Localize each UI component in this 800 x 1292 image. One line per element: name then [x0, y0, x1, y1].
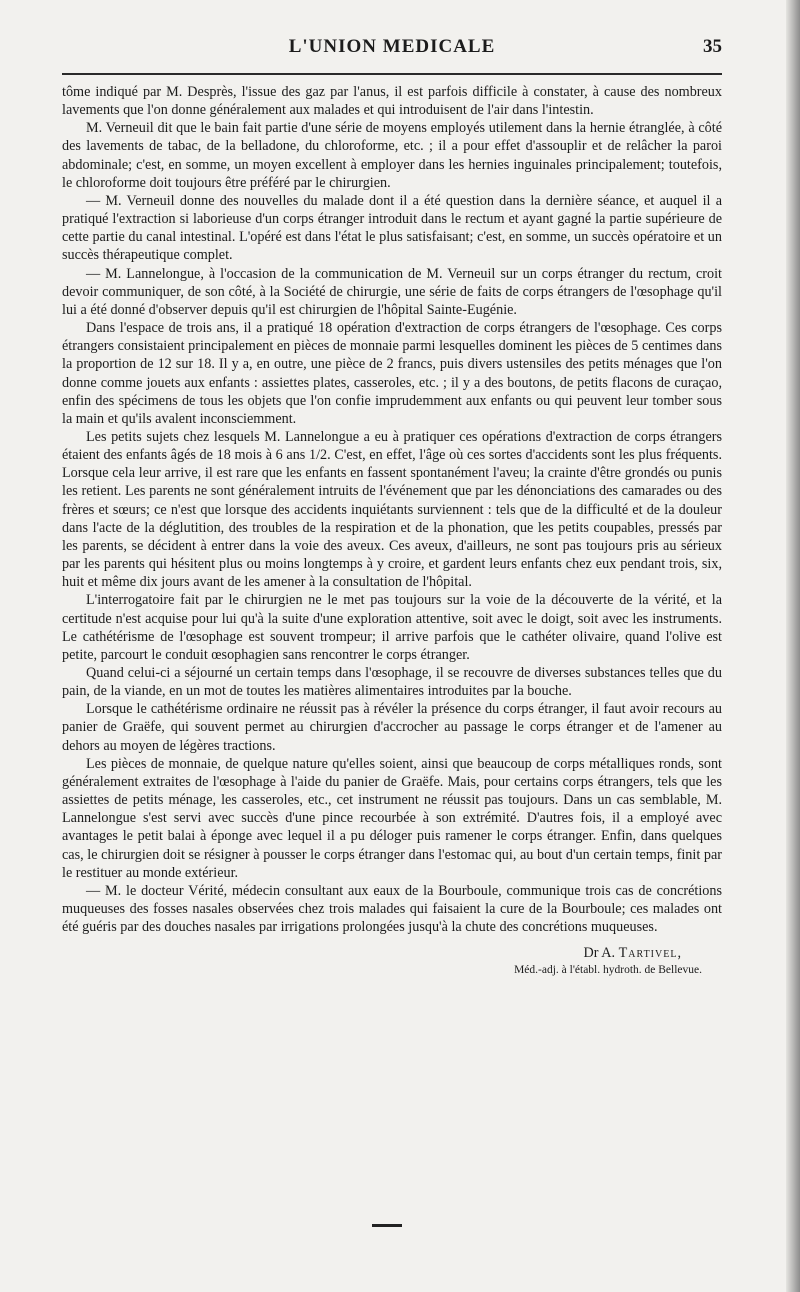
header-rule	[62, 73, 722, 75]
signature-block	[62, 944, 722, 978]
paragraph: M. Verneuil dit que le bain fait partie d'une série de moyens employés utilement dans la hernie étranglée, à côté des lavements de tabac, de la belladone, du chloroforme, etc. ; il a pour effet d'assouplir et de relâcher la paroi abdominale; c'est, en somme, un moyen excellent à employer dans les hernies inguinales principalement; toutefois, le chloroforme doit toujours être préféré par le chirurgien.	[62, 120, 722, 191]
paragraph: tôme indiqué par M. Desprès, l'issue des gaz par l'anus, il est parfois difficile à constater, à cause des nombreux lavements que l'on donne généralement aux malades et qui introduisent de l'air dans l'intestin.	[62, 84, 722, 119]
page-header	[62, 36, 722, 66]
signature-prefix: Dr A.	[583, 945, 616, 962]
paragraph: Dans l'espace de trois ans, il a pratiqué 18 opération d'extraction de corps étrangers de l'œsophage. Ces corps étrangers consistaient principalement en pièces de monnaie parmi lesquelles dominent les pièces de 5 centimes dans la proportion de 12 sur 18. Il y a, en outre, une pièce de 2 francs, puis divers ustensiles des petits ménages que l'on donne comme jouets aux enfants : assiettes plates, casseroles, etc. ; il y a des boutons, de petits flacons de curaçao, enfin des spécimens de tous les objets que l'on confie imprudemment aux enfants ou qui peuvent leur tomber sous la main et qu'ils avalent inconsciemment.	[62, 320, 722, 427]
signature-name	[62, 944, 682, 962]
page-number: 35	[703, 36, 722, 57]
article-body	[62, 83, 722, 978]
paragraph: Quand celui-ci a séjourné un certain temps dans l'œsophage, il se recouvre de diverses substances telles que du pain, de la viande, en un mot de toutes les matières alimentaires introduites par la bouche.	[62, 665, 722, 700]
paragraph: L'interrogatoire fait par le chirurgien ne le met pas toujours sur la voie de la découverte de la vérité, et la certitude n'est acquise pour lui qu'à la suite d'une exploration attentive, soit avec le doigt, soit avec les instruments. Le cathétérisme de l'œsophage est souvent trompeur; il arrive parfois que le cathéter olivaire, quand l'olive est petite, parcourt le conduit œsophagien sans rencontrer le corps étranger.	[62, 592, 722, 663]
scan-edge	[786, 0, 800, 1292]
paragraph: — M. Lannelongue, à l'occasion de la communication de M. Verneuil sur un corps étranger du rectum, croit devoir communiquer, de son côté, à la Société de chirurgie, une série de faits de corps étrangers de l'œsophage qu'il lui a été donné d'observer depuis qu'il est chirurgien de l'hôpital Sainte-Eugénie.	[62, 265, 722, 318]
paragraph: — M. le docteur Vérité, médecin consultant aux eaux de la Bourboule, communique trois cas de concrétions muqueuses des fosses nasales observées chez trois malades qui faisaient la cure de la Bourboule; ces malades ont été guéris par des douches nasales par irrigations prolongées jusqu'à la chute des concrétions muqueuses.	[62, 882, 722, 936]
paragraph: Lorsque le cathétérisme ordinaire ne réussit pas à révéler la présence du corps étranger, il faut avoir recours au panier de Graëfe, qui souvent permet au chirurgien d'accrocher au passage le corps étranger et de l'amener au dehors au moyen de légères tractions.	[62, 701, 722, 754]
signature-surname: Tartivel,	[618, 945, 682, 962]
paragraph: — M. Verneuil donne des nouvelles du malade dont il a été question dans la dernière séance, et auquel il a pratiqué l'extraction si laborieuse d'un corps étranger introduit dans le rectum et ayant gagné la partie supérieure de cette partie du canal intestinal. L'opéré est dans l'état le plus satisfaisant; c'est, en somme, un succès opératoire et un succès thérapeutique complet.	[62, 192, 722, 264]
running-title: L'UNION MEDICALE	[288, 36, 496, 57]
paragraph: Les petits sujets chez lesquels M. Lannelongue a eu à pratiquer ces opérations d'extraction de corps étrangers étaient des enfants âgés de 18 mois à 6 ans 1/2. C'est, en effet, l'âge où ces sortes d'accidents sont les plus fréquents. Lorsque cela leur arrive, il est rare que les enfants en fassent spontanément l'aveu; la crainte d'être grondés ou punis les retient. Les parents ne sont généralement intruits de l'événement que par les dénonciations des camarades ou des frères et sœurs; ce n'est que lorsque des accidents inquiétants surviennent : tels que de la difficulté et de la douleur dans l'acte de la déglutition, des troubles de la respiration et de la phonation, que les petits coupables, pressés par les parents, se décident à entrer dans la voie des aveux. Ces aveux, d'ailleurs, ne sont pas toujours pris au sérieux par les parents qui hésitent plus ou moins longtemps à y croire, et gardent leurs enfants chez eux pendant trois, six, huit et même dix jours avant de les amener à la consultation de l'hôpital.	[62, 428, 722, 591]
signature-title: Méd.-adj. à l'établ. hydroth. de Bellevue.	[514, 964, 702, 977]
footer-rule	[372, 1224, 402, 1227]
paragraph: Les pièces de monnaie, de quelque nature qu'elles soient, ainsi que beaucoup de corps métalliques ronds, sont généralement extraites de l'œsophage à l'aide du panier de Graëfe. Mais, pour certains corps étrangers, tels que les assiettes de petits ménage, les casseroles, etc., cet instrument ne réussit pas toujours. Dans un cas semblable, M. Lannelongue s'est servi avec succès d'une pince recourbée à son extrémité. D'autres fois, il a employé avec avantages le petit balai à éponge avec lequel il a pu déloger puis ramener le corps étranger. Enfin, dans quelques cas, le chirurgien doit se résigner à pousser le corps étranger dans l'estomac qui, au bout d'un certain temps, finit par le restituer au monde extérieur.	[62, 755, 722, 881]
